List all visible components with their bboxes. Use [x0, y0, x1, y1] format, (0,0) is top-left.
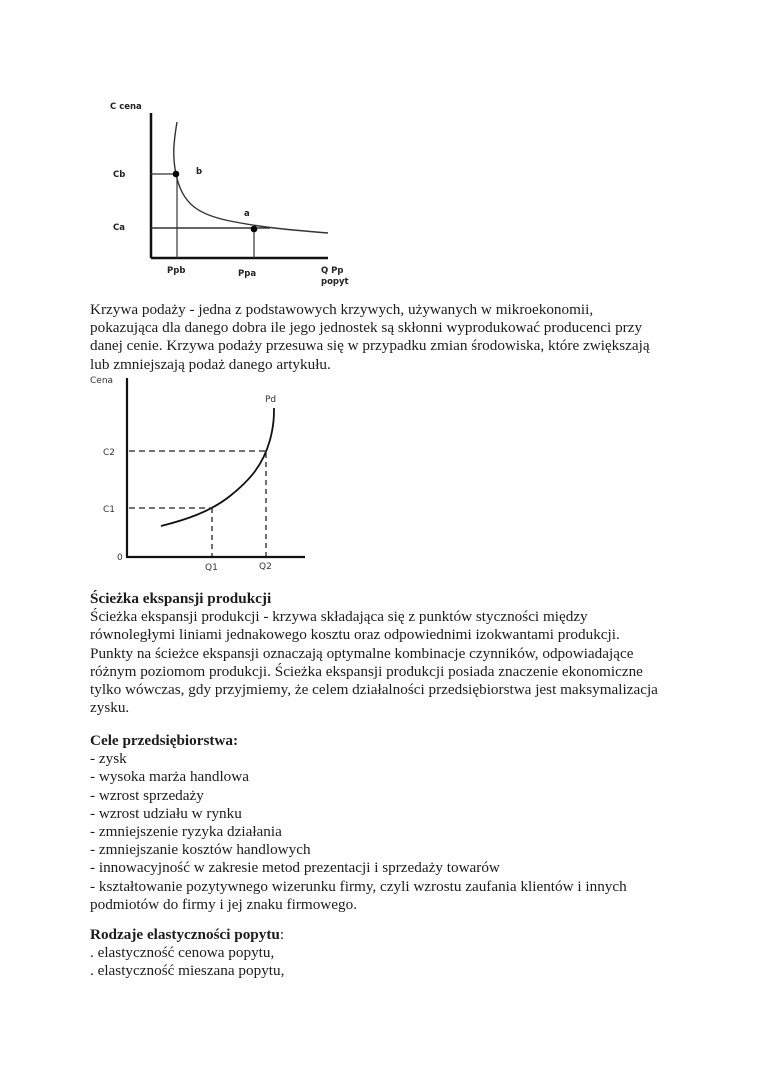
text-line: danej cenie. Krzywa podaży przesuwa się w przypadku zmian środowiska, które zwiększają [90, 337, 650, 355]
figure-price-quantity-curve [100, 95, 380, 295]
list-item: - innowacyjność w zakresie metod prezentacji i sprzedaży towarów [90, 859, 500, 877]
y-axis-label: C cena [110, 102, 142, 112]
text-line: pokazująca dla danego dobra ile jego jednostek są skłonni wyprodukować producenci przy [90, 319, 643, 337]
section-expansion-path [90, 590, 690, 717]
y-axis-label: Cena [90, 376, 114, 386]
label-c1: C1 [103, 505, 116, 515]
text-line: lub zmniejszają podaż danego artykułu. [90, 355, 331, 373]
label-ca: Ca [113, 223, 125, 233]
section-heading-line [90, 926, 690, 944]
list-item: - zmniejszanie kosztów handlowych [90, 841, 311, 859]
text-line: Punkty na ścieżce ekspansji oznaczają optymalne kombinacje czynników, odpowiadające [90, 644, 634, 662]
text-line: tylko wówczas, gdy przyjmiemy, że celem działalności przedsiębiorstwa jest maksymalizacja [90, 681, 658, 699]
list-item: - wzrost udziału w rynku [90, 804, 242, 822]
label-cb: Cb [113, 170, 126, 180]
chart-svg-2 [85, 370, 310, 580]
figure-supply-curve-pd [85, 370, 310, 580]
list-item: . elastyczność mieszana popytu, [90, 962, 285, 980]
list-item: - zysk [90, 750, 127, 768]
x-axis-label-1: Q Pp [321, 266, 344, 276]
label-q1: Q1 [205, 563, 218, 573]
section-company-goals [90, 732, 690, 914]
label-point-b: b [196, 167, 203, 177]
curve-label-pd: Pd [265, 395, 277, 405]
text-line: Ścieżka ekspansji produkcji - krzywa składająca się z punktów styczności między [90, 608, 588, 626]
list-item: - zmniejszenie ryzyka działania [90, 823, 282, 841]
curve [174, 122, 328, 233]
supply-curve [161, 408, 274, 526]
list-item: - wysoka marża handlowa [90, 768, 249, 786]
text-line: Krzywa podaży - jedna z podstawowych krzywych, używanych w mikroekonomii, [90, 301, 594, 318]
x-axis-label-2: popyt [321, 277, 349, 287]
list-item: . elastyczność cenowa popytu, [90, 944, 275, 962]
list-item: - kształtowanie pozytywnego wizerunku firmy, czyli wzrostu zaufania klientów i innych [90, 877, 627, 895]
point-b [173, 171, 180, 178]
text-line: zysku. [90, 699, 130, 717]
text-line: równoległymi liniami jednakowego kosztu oraz odpowiednimi izokwantami produkcji. [90, 626, 620, 644]
section-elasticity-types [90, 926, 690, 981]
section-heading: Ścieżka ekspansji produkcji [90, 590, 272, 607]
label-ppa: Ppa [238, 269, 257, 279]
paragraph-supply-curve [90, 301, 690, 374]
heading-colon: : [279, 926, 285, 943]
section-heading: Cele przedsiębiorstwa: [90, 732, 239, 749]
point-a [251, 226, 258, 233]
label-q2: Q2 [259, 562, 272, 572]
list-item: - wzrost sprzedaży [90, 786, 204, 804]
label-zero: 0 [117, 553, 123, 563]
label-c2: C2 [103, 448, 116, 458]
section-heading: Rodzaje elastyczności popytu [90, 926, 280, 943]
label-ppb: Ppb [167, 266, 186, 276]
text-line: różnym poziomom produkcji. Ścieżka ekspansji produkcji posiada znaczenie ekonomiczne [90, 662, 643, 680]
label-point-a: a [244, 209, 250, 219]
chart-svg-1 [100, 95, 380, 295]
list-item-continuation: podmiotów do firmy i jej znaku firmowego. [90, 895, 357, 913]
